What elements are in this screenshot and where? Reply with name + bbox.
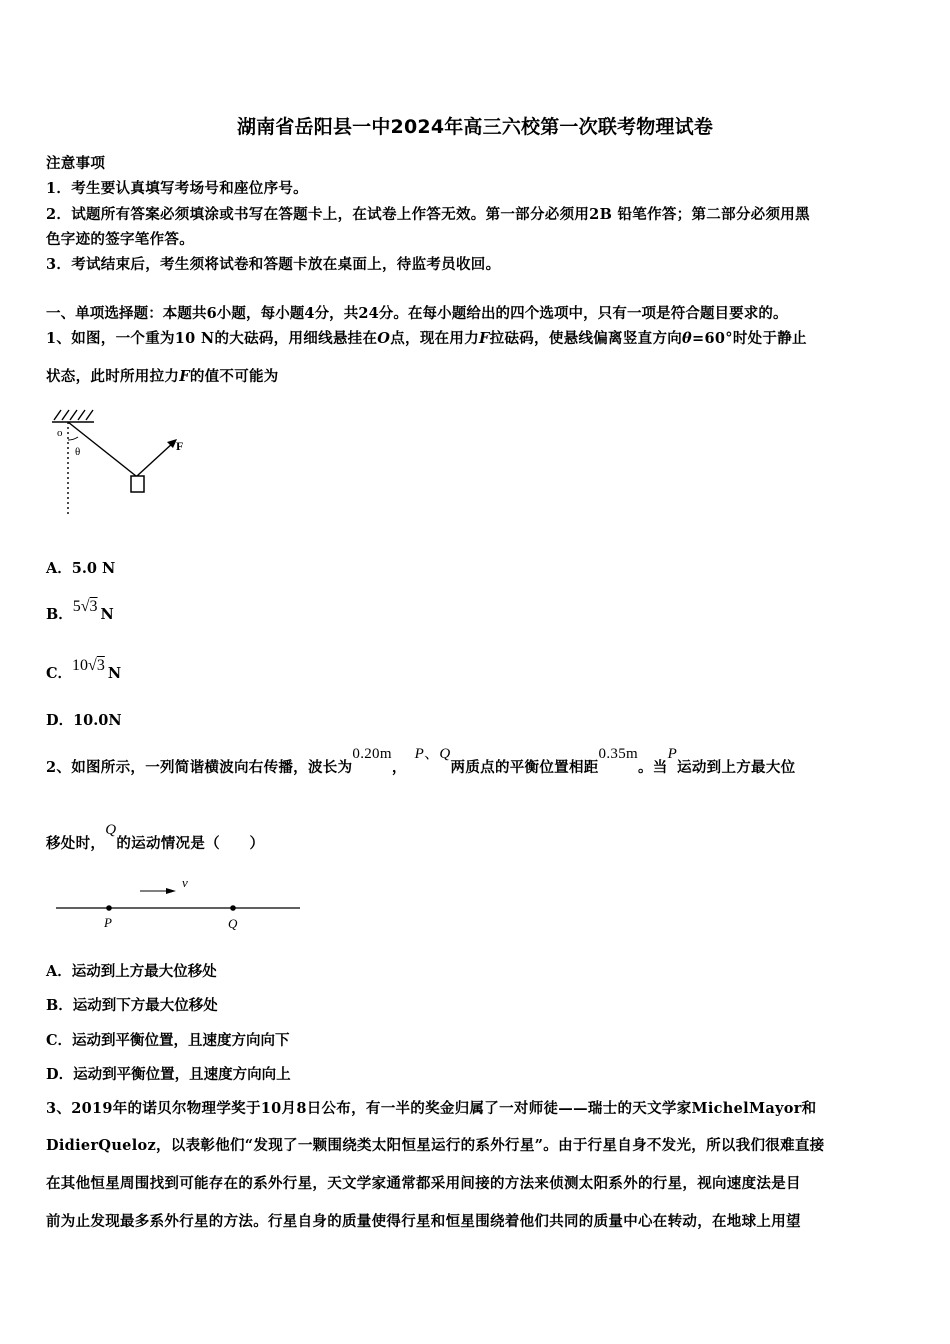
point-q: [230, 905, 236, 911]
q3-line-1: 3、2019年的诺贝尔物理学奖于10月8日公布，有一半的奖金归属了一对师徒——瑞士的天文学家MichelMayor和: [46, 1100, 817, 1117]
ceiling-hatch: [52, 410, 94, 422]
force-label: F: [176, 439, 184, 453]
q1-option-d[interactable]: D．10.0N: [46, 712, 122, 729]
notice-item-2-cont: 色字迹的签字笔作答。: [46, 231, 194, 248]
notice-heading: 注意事项: [46, 155, 106, 172]
q1-figure: [46, 404, 196, 524]
point-p: [106, 905, 112, 911]
q1-option-b[interactable]: B．5√3 N: [46, 598, 114, 623]
q2-option-d[interactable]: D．运动到平衡位置，且速度方向向上: [46, 1066, 291, 1083]
point-q-label: Q: [228, 916, 238, 931]
velocity-arrowhead: [166, 888, 176, 894]
q1-stem-line2: 状态，此时所用拉力F的值不可能为: [46, 368, 279, 385]
q2-option-c[interactable]: C．运动到平衡位置，且速度方向向下: [46, 1032, 290, 1049]
notice-item-3: 3．考试结束后，考生须将试卷和答题卡放在桌面上，待监考员收回。: [46, 256, 501, 273]
q3-line-2: DidierQueloz，以表彰他们“发现了一颗围绕类太阳恒星运行的系外行星”。由于行星自身不发光，所以我们很难直接: [46, 1137, 825, 1154]
point-o-label: o: [57, 427, 63, 439]
q2-option-b[interactable]: B．运动到下方最大位移处: [46, 997, 218, 1014]
notice-item-2: 2．试题所有答案必须填涂或书写在答题卡上，在试卷上作答无效。第一部分必须用2B 铅笔作答；第二部分必须用黑: [46, 206, 810, 223]
velocity-label: v: [182, 875, 188, 890]
page-title: 湖南省岳阳县一中2024年高三六校第一次联考物理试卷: [236, 116, 714, 138]
q2-stem-line2: 移处时，Q的运动情况是（ ）: [46, 822, 265, 852]
q2-figure: [52, 870, 308, 936]
q2-option-a[interactable]: A．运动到上方最大位移处: [46, 963, 217, 980]
force-arrow: [137, 442, 174, 476]
angle-arc: [68, 437, 78, 440]
notice-item-1: 1．考生要认真填写考场号和座位序号。: [46, 180, 308, 197]
section-heading: 一、单项选择题：本题共6小题，每小题4分，共24分。在每小题给出的四个选项中，只有一项是符合题目要求的。: [46, 305, 788, 322]
theta-label: θ: [75, 446, 81, 458]
q1-stem-line1: 1、如图，一个重为10 N的大砝码，用细线悬挂在O点，现在用力F拉砝码，使悬线偏离竖直方向θ=60°时处于静止: [46, 330, 807, 347]
point-p-label: P: [104, 915, 112, 930]
q2-stem-line1: 2、如图所示，一列简谐横波向右传播，波长为0.20m，P、Q两质点的平衡位置相距0.35m。当P运动到上方最大位: [46, 746, 796, 776]
weight-block: [131, 476, 144, 492]
theta-value: θ=60°: [682, 330, 733, 347]
q1-option-c[interactable]: C．10√3 N: [46, 657, 122, 682]
q1-option-a[interactable]: A．5.0 N: [46, 560, 116, 577]
q3-line-4: 前为止发现最多系外行星的方法。行星自身的质量使得行星和恒星围绕着他们共同的质量中心在转动，在地球上用望: [46, 1213, 801, 1230]
q3-line-3: 在其他恒星周围找到可能存在的系外行星，天文学家通常都采用间接的方法来侦测太阳系外的行星，视向速度法是目: [46, 1175, 801, 1192]
